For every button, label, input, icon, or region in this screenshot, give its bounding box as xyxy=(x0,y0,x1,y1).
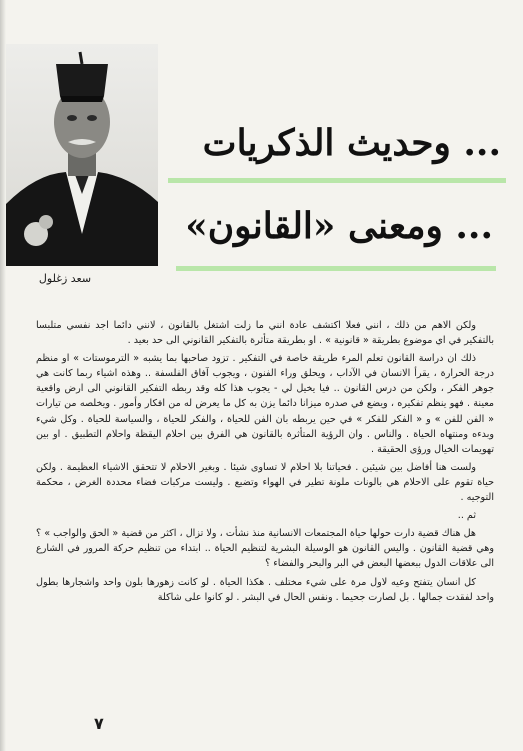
section-separator: ثم .. xyxy=(457,510,476,522)
paragraph: ذلك ان دراسة القانون تعلم المرء طريقة خاصة في التفكير . تزود صاحبها بما يشبه « الترموستات » او منظم درجة الحرارة ، يقرأ الانسان في الآداب ، ويحلق وراء الفنون ، ويجوب آفاق الفلسفة .. وهذه اشياء ربما كانت هي جوهر الفكر ، ولكن من درس القانون .. فيا يخيل لي - يجوب هذا كله وقد ربطه التفكير القانوني الى ارض واقعية معينة . فهو ينظم تفكيره ، ويضع في صدره ميزانا دائما يزن به كل ما يعرض له من افكار وأمور . ويخلصه من تيارات « الفن للفن » و « الفكر للفكر » في حين يربطه بان الفن للحياة ، والفكر للحياة ، والسياسة للحياة . وكل شيء وبدءه ومنتهاه الحياة . والناس . وان الرؤية المتأثرة بالقانون هي الفرق بين احلام اليقظة واحلام التطبيق . او بين تهويمات الخيال ورؤى الحقيقة . xyxy=(36,353,494,455)
paragraph: هل هناك قضية دارت حولها حياة المجتمعات الانسانية منذ نشأت ، ولا تزال ، اكثر من قضية « الحق والواجب » ؟ وهي قضية القانون . واليس القانون هو الوسيلة البشرية لتنظيم الحياة .. ابتداء من تنظيم حركة المرور في الشارع الى علاقات الدول ببعضها البعض في البر والبحر والفضاء ؟ xyxy=(36,528,494,570)
portrait-caption: سعد زغلول xyxy=(38,272,92,285)
page-number: ٧ xyxy=(94,714,104,733)
portrait-photo xyxy=(6,44,158,266)
paragraph: كل انسان يتفتح وعيه لاول مرة على شيء مختلف . هكذا الحياة . لو كانت زهورها بلون واحد واشجارها بطول واحد لفقدت جمالها . بل لصارت جحيما . ونفس الحال في البشر . لو كانوا على شاكلة xyxy=(36,576,494,603)
page-title-line-1: ... وحديث الذكريات xyxy=(202,122,501,164)
paragraph: ولست هنا أفاضل بين شيئين . فحياتنا بلا احلام لا تساوى شيئا . وبغير الاحلام لا تتحقق الاشياء العظيمة . ولكن حياة تقوم على الاحلام هي بالونات ملونة تطير في الهواء وتضيع . وليست مركبات فضاء محددة الغرض ، محكمة التوجيه . xyxy=(36,461,494,504)
paragraph: ولكن الاهم من ذلك ، انني فعلا اكتشف عادة انني ما زلت اشتغل بالقانون ، لانني دائما اجد نفسي متلبسا بالتفكير في اي موضوع بطريقة « قانونية » . او بطريقة متأثرة بالتفكير القانوني الى حد بعيد . xyxy=(36,320,494,347)
page-title-line-2: ... ومعنى «القانون» xyxy=(185,205,493,247)
portrait-illustration xyxy=(6,44,158,266)
article-body xyxy=(36,318,494,608)
title-underline-1 xyxy=(168,178,506,183)
title-underline-2 xyxy=(176,266,496,271)
